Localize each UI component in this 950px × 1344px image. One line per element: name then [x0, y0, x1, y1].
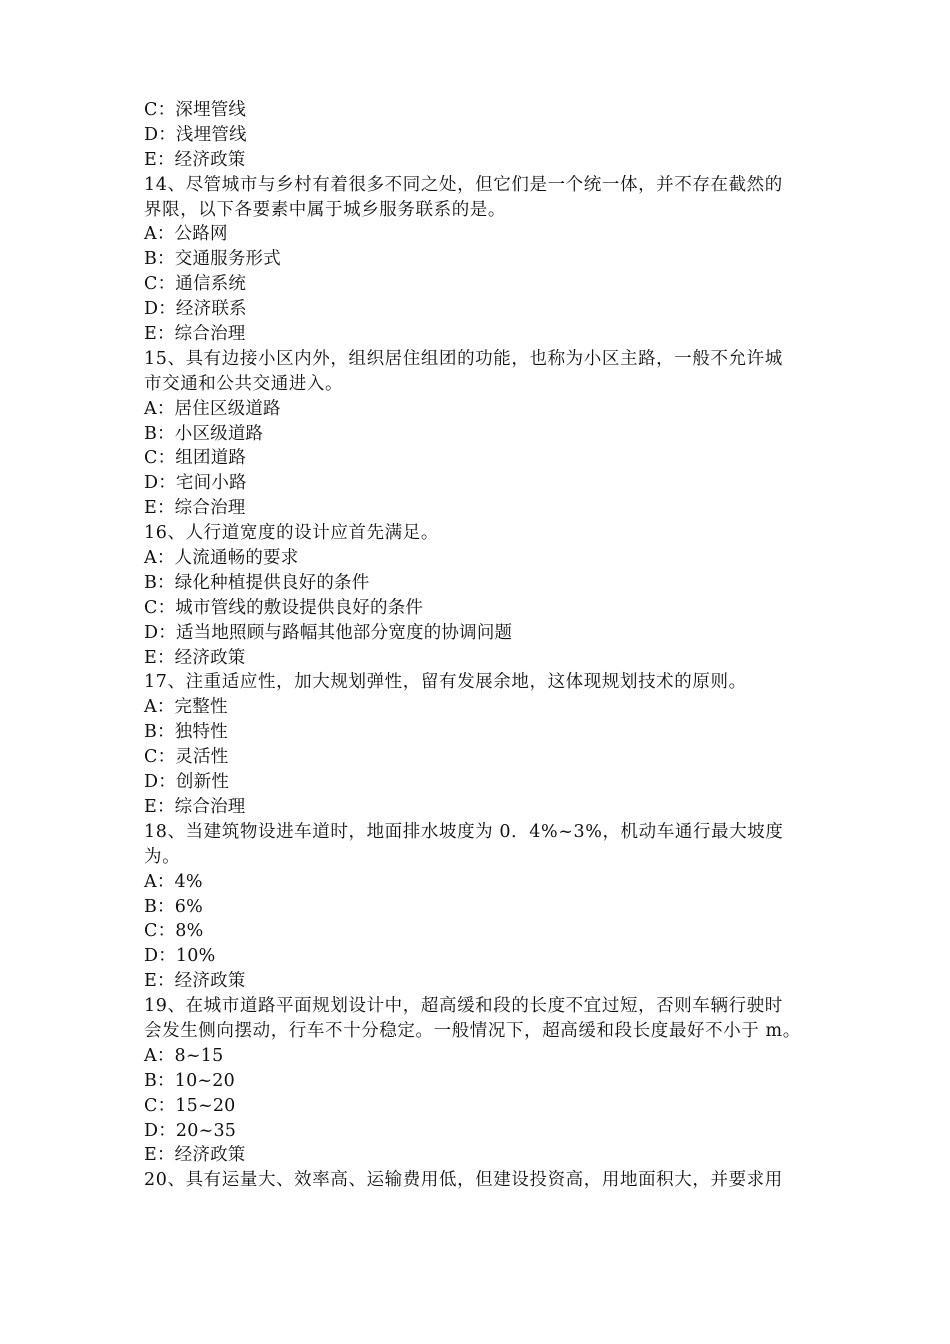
answer-option: D：20~35: [144, 1120, 237, 1141]
answer-option: B：交通服务形式: [144, 249, 281, 270]
answer-option: D：浅埋管线: [144, 124, 247, 145]
answer-option: A：4%: [144, 871, 203, 892]
question-text-line: 19、在城市道路平面规划设计中，超高缓和段的长度不宜过短，否则车辆行驶时: [144, 996, 783, 1017]
answer-option: A：完整性: [144, 697, 228, 718]
answer-option: B：10~20: [144, 1070, 235, 1091]
question-text-line: 18、当建筑物设进车道时，地面排水坡度为 0．4%~3%，机动车通行最大坡度: [144, 821, 784, 842]
document-page: [144, 98, 820, 1193]
answer-option: C：组团道路: [144, 448, 247, 469]
answer-option: A：人流通畅的要求: [144, 548, 299, 569]
answer-option: E：综合治理: [144, 324, 246, 345]
answer-option: B：绿化种植提供良好的条件: [144, 572, 370, 593]
answer-option: D：经济联系: [144, 299, 247, 320]
question-text-line: 界限，以下各要素中属于城乡服务联系的是。: [144, 199, 506, 220]
question-text-line: 20、具有运量大、效率高、运输费用低，但建设投资高，用地面积大，并要求用: [144, 1170, 783, 1191]
answer-option: E：经济政策: [144, 971, 246, 992]
answer-option: E：综合治理: [144, 498, 246, 519]
answer-option: D：10%: [144, 946, 216, 967]
answer-option: E：经济政策: [144, 1145, 246, 1166]
answer-option: D：适当地照顾与路幅其他部分宽度的协调问题: [144, 622, 513, 643]
answer-option: A：8~15: [144, 1045, 224, 1066]
answer-option: C：城市管线的敷设提供良好的条件: [144, 597, 424, 618]
question-text-line: 市交通和公共交通进入。: [144, 373, 344, 394]
answer-option: D：宅间小路: [144, 473, 247, 494]
answer-option: B：小区级道路: [144, 423, 264, 444]
question-text-line: 16、人行道宽度的设计应首先满足。: [144, 523, 439, 544]
answer-option: E：经济政策: [144, 149, 246, 170]
question-text-line: 15、具有边接小区内外，组织居住组团的功能，也称为小区主路，一般不允许城: [144, 348, 783, 369]
answer-option: C：15~20: [144, 1095, 236, 1116]
answer-option: A：公路网: [144, 224, 228, 245]
answer-option: B：独特性: [144, 722, 228, 743]
answer-option: C：深埋管线: [144, 100, 247, 120]
answer-option: C：灵活性: [144, 747, 229, 768]
answer-option: E：综合治理: [144, 796, 246, 817]
answer-option: E：经济政策: [144, 647, 246, 668]
answer-option: C：8%: [144, 921, 204, 942]
answer-option: D：创新性: [144, 772, 230, 793]
question-text-line: 会发生侧向摆动，行车不十分稳定。一般情况下，超高缓和段长度最好不小于 m。: [144, 1020, 801, 1041]
answer-option: A：居住区级道路: [144, 398, 281, 419]
answer-option: C：通信系统: [144, 274, 247, 295]
question-text-line: 为。: [144, 846, 181, 867]
question-text-line: 14、尽管城市与乡村有着很多不同之处，但它们是一个统一体，并不存在截然的: [144, 174, 783, 195]
answer-option: B：6%: [144, 896, 203, 917]
question-text-line: 17、注重适应性，加大规划弹性，留有发展余地，这体现规划技术的原则。: [144, 672, 747, 693]
